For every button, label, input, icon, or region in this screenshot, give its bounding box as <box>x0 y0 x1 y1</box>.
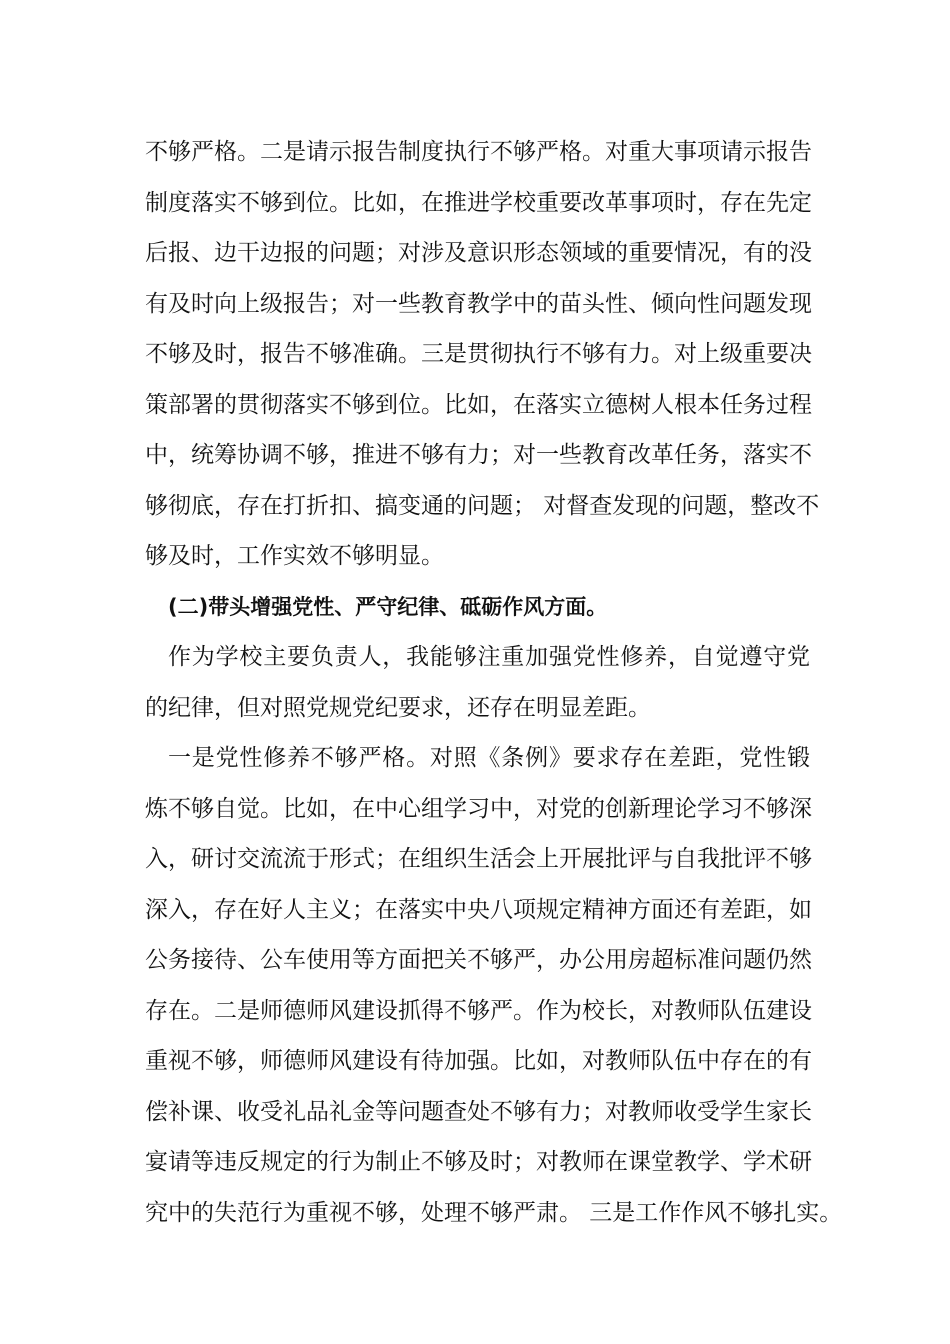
text-line: 不够及时，报告不够准确。三是贯彻执行不够有力。对上级重要决 <box>145 341 812 367</box>
text-line: 存在。二是师德师风建设抓得不够严。作为校长，对教师队伍建设 <box>145 997 812 1024</box>
text-line: 重视不够，师德师风建设有待加强。比如，对教师队伍中存在的有 <box>145 1048 812 1074</box>
text-line: 有及时向上级报告；对一些教育教学中的苗头性、倾向性问题发现 <box>145 290 812 317</box>
text-line: 深入，存在好人主义；在落实中央八项规定精神方面还有差距，如 <box>145 896 812 923</box>
text-line: 制度落实不够到位。比如，在推进学校重要改革事项时，存在先定 <box>145 189 812 216</box>
body-text <box>145 127 843 1238</box>
text-line: 后报、边干边报的问题；对涉及意识形态领域的重要情况，有的没 <box>145 240 812 266</box>
text-line: 够彻底，存在打折扣、搞变通的问题； 对督查发现的问题，整改不 <box>145 492 820 519</box>
text-line: 偿补课、收受礼品礼金等问题查处不够有力；对教师收受学生家长 <box>145 1098 812 1125</box>
text-line: 够及时，工作实效不够明显。 <box>145 543 444 569</box>
text-line: 一是党性修养不够严格。对照《条例》要求存在差距，党性锻 <box>168 745 810 771</box>
text-line: 入，研讨交流流于形式；在组织生活会上开展批评与自我批评不够 <box>145 846 812 872</box>
text-line: 究中的失范行为重视不够，处理不够严肃。 三是工作作风不够扎实。 <box>145 1199 843 1226</box>
text-line: 的纪律，但对照党规党纪要求，还存在明显差距。 <box>145 694 651 721</box>
text-line: 宴请等违反规定的行为制止不够及时；对教师在课堂教学、学术研 <box>145 1149 812 1175</box>
text-line: 不够严格。二是请示报告制度执行不够严格。对重大事项请示报告 <box>145 139 812 165</box>
text-line: 策部署的贯彻落实不够到位。比如，在落实立德树人根本任务过程 <box>145 391 812 418</box>
section-heading: (二)带头增强党性、严守纪律、砥砺作风方面。 <box>168 594 608 619</box>
text-line: 公务接待、公车使用等方面把关不够严，办公用房超标准问题仍然 <box>145 947 812 973</box>
text-line: 炼不够自觉。比如，在中心组学习中，对党的创新理论学习不够深 <box>145 795 812 822</box>
text-line: 作为学校主要负责人，我能够注重加强党性修养，自觉遵守党 <box>168 644 810 670</box>
text-line: 中，统筹协调不够，推进不够有力；对一些教育改革任务，落实不 <box>145 442 812 468</box>
